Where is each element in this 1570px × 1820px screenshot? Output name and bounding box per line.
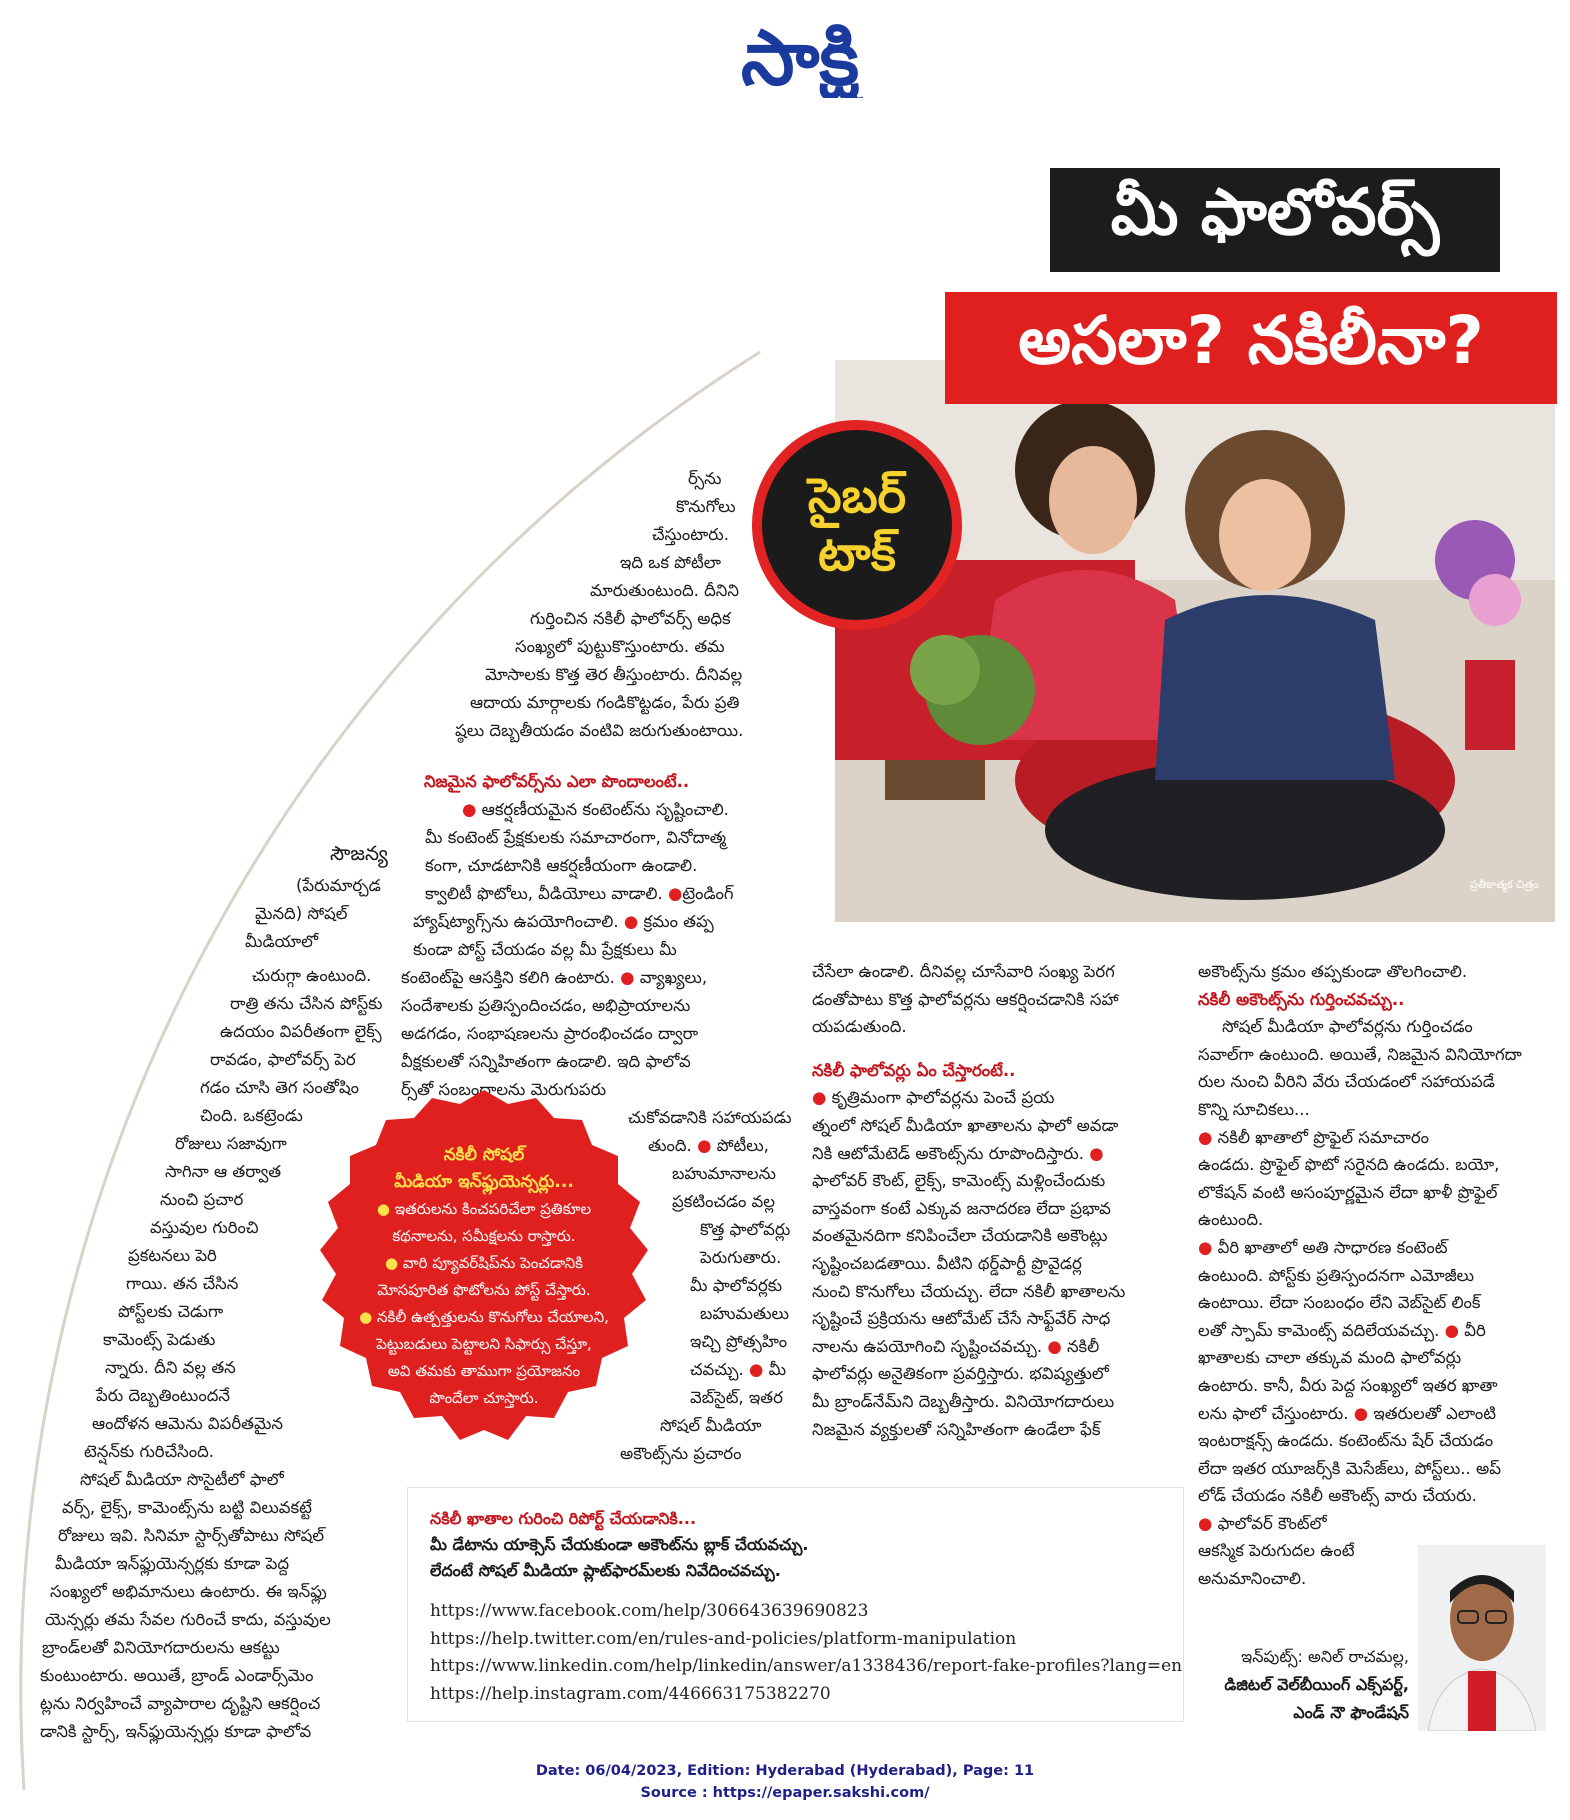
col3-line: నికి ఆటోమేటెడ్ అకౌంట్స్‌ను రూపొందిస్తారు. ● (812, 1143, 1104, 1163)
col3-line: ● కృత్రిమంగా ఫాలోవర్లను పెంచే ప్రయ (812, 1088, 1055, 1108)
col1-line: చింది. ఒకట్రెండు (200, 1106, 303, 1125)
col1-line: రాత్రి తను చేసిన పోస్ట్‌కు (230, 994, 383, 1013)
photo-caption: ప్రతీకాత్మక చిత్రం (1470, 878, 1539, 891)
col4-line: ఉంటారు. కానీ, వీరు పెద్ద సంఖ్యలో ఇతర ఖాతా (1198, 1375, 1498, 1395)
logo-text: సాక్షి (740, 18, 860, 98)
badge-line: పెట్టుబడులు పెట్టాలని సిఫార్సు చేస్తూ, (376, 1335, 592, 1353)
col1-line: డానికి స్టార్స్, ఇన్‌ఫ్లుయెన్సర్లు కూడా ఫాలోవ (40, 1722, 312, 1741)
report-line-2: లేదంటే సోషల్ మీడియా ప్లాట్‌ఫారమ్‌లకు నివేదించవచ్చు. (430, 1561, 781, 1580)
col1-line: యెన్సర్లు తమ సేవల గురించే కాదు, వస్తువుల (45, 1610, 331, 1629)
badge-line: ● నకిలీ ఉత్పత్తులను కొనుగోలు చేయాలని, (359, 1308, 609, 1326)
col4-line: ఉంటాయి. లేదా సంబంధం లేని వెబ్‌సైట్ లింక్ (1198, 1293, 1481, 1313)
col2-line: కొత్త ఫాలోవర్లు (700, 1220, 791, 1239)
report-heading: నకిలీ ఖాతాల గురించి రిపోర్ట్ చేయడానికి... (430, 1509, 697, 1528)
col3-line: చేసేలా ఉండాలి. దీనివల్ల చూసేవారి సంఖ్య పెరగ (812, 962, 1115, 981)
col4-line: ● వీరి ఖాతాలో అతి సాధారణ కంటెంట్ (1198, 1237, 1448, 1257)
column-3 (812, 958, 1125, 1443)
seal-line-1: సైబర్ (807, 468, 907, 524)
author-credit (1165, 1643, 1409, 1727)
col4-line: ఇంటరాక్షన్స్ ఉండదు. కంటెంట్‌ను షేర్ చేయడం (1198, 1431, 1494, 1451)
col2-line: కంగా, చూడటానికి ఆకర్షణీయంగా ఉండాలి. (425, 856, 698, 875)
col1-line: మీడియాలో (245, 932, 319, 951)
col1-line: సోషల్ మీడియా సొసైటీలో ఫాలో (80, 1470, 284, 1489)
col2top-line: కొనుగోలు (676, 497, 736, 516)
fake-influencer-badge (310, 1090, 658, 1455)
col2-line: చుకోవడానికి సహాయపడు (628, 1108, 792, 1127)
col2top-line: మారుతుంటుంది. దీనిని (590, 581, 739, 600)
col1-line: రోజులు ఇవి. సినిమా స్టార్స్‌తోపాటు సోషల్ (58, 1526, 325, 1545)
col4-line: ● నకిలీ ఖాతాలో ప్రొఫైల్ సమాచారం (1198, 1127, 1429, 1147)
col2top-line: ష్ఠలు దెబ్బతీయడం వంటివి జరుగుతుంటాయి. (455, 721, 744, 740)
sakshi-logo (650, 18, 950, 98)
col1-line: సంఖ్యలో అభిమానులు ఉంటారు. ఈ ఇన్‌ఫ్లు (50, 1582, 327, 1601)
col2-line: మీ ఫాలోవర్లకు (690, 1276, 783, 1295)
col4-line: లతో స్పామ్ కామెంట్స్ వదిలేయవచ్చు. ● వీరి (1198, 1320, 1486, 1340)
col2-line: సోషల్ మీడియా (660, 1416, 762, 1435)
col2top-line: సంఖ్యలో పుట్టుకొస్తుంటారు. తమ (515, 637, 725, 656)
col2-line: తుంది. ● పోటీలు, (648, 1136, 769, 1155)
col2-line: మీ కంటెంట్ ప్రేక్షకులకు సమాచారంగా, వినోదాత్మ (425, 828, 727, 847)
badge-line: పొందేలా చూస్తారు. (429, 1389, 539, 1407)
badge-heading-1: నకిలీ సోషల్ (443, 1145, 525, 1165)
col1-line: మైనది) సోషల్ (255, 904, 348, 923)
report-line-1: మీ డేటాను యాక్సెస్ చేయకుండా అకౌంట్‌ను బ్లాక్ చేయవచ్చు. (430, 1535, 809, 1554)
col1-line: కామెంట్స్ పెడుతు (103, 1330, 216, 1349)
col2-heading: నిజమైన ఫాలోవర్స్‌ను ఎలా పొందాలంటే.. (424, 772, 690, 791)
col1-line: టెన్షన్‌కు గురిచేసింది. (84, 1442, 214, 1461)
author-photo (1418, 1545, 1546, 1731)
col2-line: హ్యాష్‌ట్యాగ్స్‌ను ఉపయోగించాలి. ● క్రమం తప్ప (413, 912, 714, 931)
col2-line: సందేశాలకు ప్రతిస్పందించడం, అభిప్రాయాలను (401, 996, 691, 1015)
col4-line: సవాల్‌గా ఉంటుంది. అయితే, నిజమైన వినియోగదా (1198, 1044, 1522, 1064)
headline-line-2: అసలా? నకిలీనా? (945, 292, 1557, 404)
col2top-line: గుర్తించిన నకిలీ ఫాలోవర్స్ అధిక (530, 609, 731, 628)
column-4 (1198, 958, 1522, 1593)
col2-line: కంటెంట్‌పై ఆసక్తిని కలిగి ఉంటారు. ● వ్యాఖ్యలు, (401, 968, 708, 987)
col1-line: గడం చూసి తెగ సంతోషిం (200, 1078, 359, 1097)
facebook-report-link[interactable]: https://www.facebook.com/help/306643639690823 (430, 1601, 869, 1621)
col1-line: చురుగ్గా ఉంటుంది. (252, 966, 372, 985)
col2-line: పెరుగుతారు. (700, 1248, 782, 1267)
col4-line: ఉండదు. ప్రొఫైల్ ఫొటో సరైనది ఉండదు. బయో, (1198, 1155, 1500, 1175)
col2-line: బహుమానాలను (672, 1164, 776, 1183)
col4-line: లను ఫాలో చేస్తుంటారు. ● ఇతరులతో ఎలాంటి (1198, 1403, 1497, 1423)
col1-line: ఉదయం విపరీతంగా లైక్స్ (220, 1022, 382, 1041)
col2-line: అడగడం, సంభాషణలను ప్రారంభించడం ద్వారా (401, 1024, 699, 1043)
col1-line: పేరు దెబ్బతింటుందనే (96, 1386, 230, 1405)
col2-line: వెబ్‌సైట్, ఇతర (690, 1388, 783, 1407)
col1-line: ప్రకటనలు పెరి (128, 1246, 217, 1265)
col4-line: ఆకస్మిక పెరుగుదల ఉంటే (1198, 1541, 1355, 1561)
col1-line: ట్లను నిర్వహించే వ్యాపారాల దృష్టిని ఆకర్షించ (40, 1694, 321, 1713)
badge-line: ● వారి ప్యూవర్‌షిప్‌ను పెంచడానికి (384, 1254, 584, 1272)
col2-line: ప్రకటించడం వల్ల (672, 1192, 775, 1211)
col1-line: కుంటుంటారు. అయితే, బ్రాండ్ ఎండార్స్‌మెం (40, 1666, 314, 1685)
col4-line: లేదా ఇతర యూజర్స్‌కి మెసేజ్‌లు, పోస్ట్‌లు.. అప్ (1198, 1458, 1501, 1478)
col4-line: లోడ్ చేయడం నకిలీ అకౌంట్స్ వారు చేయరు. (1198, 1486, 1477, 1506)
badge-line: అవి తమకు తాముగా ప్రయోజనం (387, 1362, 581, 1380)
credit-name: ఇన్‌పుట్స్: అనిల్ రాచమల్ల, (1241, 1647, 1409, 1666)
footer-date-edition: Date: 06/04/2023, Edition: Hyderabad (Hyderabad), Page: 11 (535, 1763, 1035, 1779)
col4-line: సోషల్ మీడియా ఫాలోవర్లను గుర్తించడం (1222, 1017, 1473, 1037)
col3-line: సృష్టించబడతాయి. వీటిని థర్డ్‌పార్టీ ప్రొవైడర్ల (812, 1253, 1082, 1273)
col3-line: నాలను ఉపయోగించి సృష్టించవచ్చు. ● నకిలీ (812, 1336, 1100, 1356)
col4-line: ● ఫాలోవర్ కౌంట్‌లో (1198, 1513, 1327, 1533)
col1-line: (పేరుమార్చడ (296, 876, 381, 895)
col3-line: ఫాలోవర్లు అనైతికంగా ప్రవర్తిస్తారు. భవిష్యత్తులో (812, 1364, 1109, 1384)
col2-line: కుండా పోస్ట్ చేయడం వల్ల మీ ప్రేక్షకులు మీ (413, 940, 677, 959)
col2-line: అకౌంట్స్‌ను ప్రచారం (620, 1444, 742, 1463)
col3-line: డంతోపాటు కొత్త ఫాలోవర్లను ఆకర్షించడానికి సహా (812, 989, 1119, 1009)
col2-line: వీక్షకులతో సన్నిహితంగా ఉండాలి. ఇది ఫాలోవ (401, 1052, 691, 1071)
col3-line: ఫాలోవర్ కౌంట్, లైక్స్, కామెంట్స్ మళ్లించేందుకు (812, 1171, 1106, 1191)
col4-line: ఉంటుంది. (1198, 1210, 1264, 1230)
col2top-line: చేస్తుంటారు. (652, 525, 729, 544)
badge-line: కథనాలను, సమీక్షలను రాస్తారు. (392, 1227, 576, 1245)
col1-line: పోస్ట్‌లకు చెడుగా (118, 1302, 224, 1321)
col3-line: నిజమైన వ్యక్తులతో సన్నిహితంగా ఉండేలా ఫేక్ (812, 1419, 1101, 1439)
col2top-line: ఆదాయ మార్గాలకు గండికొట్టడం, పేరు ప్రతి (470, 693, 740, 712)
linkedin-report-link[interactable]: https://www.linkedin.com/help/linkedin/answer/a1338436/report-fake-profiles?lang=en (430, 1656, 1183, 1676)
col2-line: ● ఆకర్షణీయమైన కంటెంట్‌ను సృష్టించాలి. (462, 800, 729, 819)
col2top-line: ఇది ఒక పోటీలా (620, 553, 721, 572)
col4-line: అనుమానించాలి. (1198, 1569, 1307, 1589)
col1-line: బ్రాండ్‌లతో వినియోగదారులను ఆకట్టు (42, 1638, 280, 1657)
col2-line: చవచ్చు. ● మీ (690, 1360, 787, 1379)
credit-role: డిజిటల్ వెల్‌బీయింగ్ ఎక్స్‌పర్ట్, (1224, 1675, 1409, 1694)
col1-line: గాయి. తన చేసిన (126, 1274, 239, 1293)
col4-line: అకౌంట్స్‌ను క్రమం తప్పకుండా తొలగించాలి. (1198, 962, 1468, 981)
footer-source: Source : https://epaper.sakshi.com/ (640, 1785, 930, 1801)
col2-line: ఇచ్చి ప్రోత్సహిం (690, 1332, 788, 1351)
col2-line: ర్స్‌తో సంబంధాలను మెరుగుపరు (401, 1080, 607, 1099)
seal-line-2: టాక్ (818, 526, 896, 582)
col1-line: మీడియా ఇన్‌ఫ్లుయెన్సర్లకు కూడా పెద్ద (55, 1554, 289, 1573)
col3-line: వాస్తవంగా కంటే ఎక్కువ జనాదరణ లేదా ప్రభావ (812, 1198, 1111, 1218)
col4-line: రుల నుంచి వీరిని వేరు చేయడంలో సహాయపడే (1198, 1072, 1495, 1092)
page-footer (0, 1760, 1570, 1804)
col1-line: వస్తువుల గురించి (150, 1218, 259, 1237)
col2-line: బహుమతులు (700, 1304, 789, 1323)
col1-line: సాగినా ఆ తర్వాత (165, 1162, 282, 1181)
col1-line: న్నారు. దీని వల్ల తన (105, 1358, 236, 1377)
col3-line: యపడుతుంది. (812, 1017, 907, 1037)
col2top-line: ర్స్‌ను (688, 469, 722, 488)
col3-line: సృష్టించే ప్రక్రియను ఆటోమేట్ చేసే సాఫ్ట్‌వేర్ సాధ (812, 1309, 1111, 1329)
twitter-report-link[interactable]: https://help.twitter.com/en/rules-and-policies/platform-manipulation (430, 1628, 1017, 1649)
col1-line: సౌజన్య (330, 841, 388, 865)
credit-org: ఎండ్ నౌ ఫౌండేషన్ (1293, 1703, 1409, 1722)
report-box (408, 1488, 1183, 1721)
col1-line: రావడం, ఫాలోవర్స్ పెర (210, 1050, 356, 1069)
col1-line: వర్స్, లైక్స్, కామెంట్స్‌ను బట్టి విలువకట్టే (62, 1498, 312, 1517)
col3-heading: నకిలీ ఫాలోవర్లు ఏం చేస్తారంటే.. (812, 1060, 1016, 1080)
badge-heading-2: మీడియా ఇన్‌ఫ్లుయెన్సర్లు... (394, 1172, 574, 1192)
col3-line: నుంచి కొనుగోలు చేయచ్చు. లేదా నకిలీ ఖాతాలను (812, 1281, 1126, 1301)
instagram-report-link[interactable]: https://help.instagram.com/446663175382270 (430, 1683, 831, 1704)
col4-line: కొన్ని సూచికలు... (1198, 1099, 1310, 1119)
cyber-talk-seal (752, 420, 962, 630)
col2-line: క్వాలిటీ ఫొటోలు, వీడియోలు వాడాలి. ●ట్రెండింగ్ (425, 884, 734, 903)
col4-line: ఉంటుంది. పోస్ట్‌కు ప్రతిస్పందనగా ఎమోజీలు (1198, 1265, 1475, 1285)
col1-line: నుంచి ప్రచార (160, 1190, 244, 1209)
col3-line: మీ బ్రాండ్‌నేమ్‌ని దెబ్బతీస్తారు. వినియోగదారులు (812, 1391, 1115, 1411)
col3-line: వంతమైనదిగా కనిపించేలా చేయడానికి అకౌంట్లు (812, 1226, 1108, 1246)
col1-line: ఆందోళన ఆమెను విపరీతమైన (92, 1414, 284, 1433)
col4-line: లొకేషన్ వంటి అసంపూర్ణమైన లేదా ఖాళీ ప్రొఫైల్ (1198, 1182, 1498, 1202)
col1-line: రోజులు సజావుగా (175, 1134, 287, 1153)
badge-line: ● ఇతరులను కించపరిచేలా ప్రతికూల (376, 1200, 592, 1218)
col4-line: ఖాతాలకు చాలా తక్కువ మంది ఫాలోవర్లు (1198, 1348, 1462, 1368)
col4-heading: నకిలీ అకౌంట్స్‌ను గుర్తించవచ్చు.. (1198, 989, 1405, 1009)
badge-line: మోసపూరిత ఫొటోలను పోస్ట్ చేస్తారు. (377, 1281, 591, 1299)
col3-line: త్నంలో సోషల్ మీడియా ఖాతాలను ఫాలో అవడా (812, 1115, 1119, 1135)
article-photo (835, 360, 1555, 922)
col2top-line: మోసాలకు కొత్త తెర తీస్తుంటారు. దీనివల్ల (485, 665, 743, 684)
headline-line-1: మీ ఫాలోవర్స్ (1050, 168, 1500, 272)
